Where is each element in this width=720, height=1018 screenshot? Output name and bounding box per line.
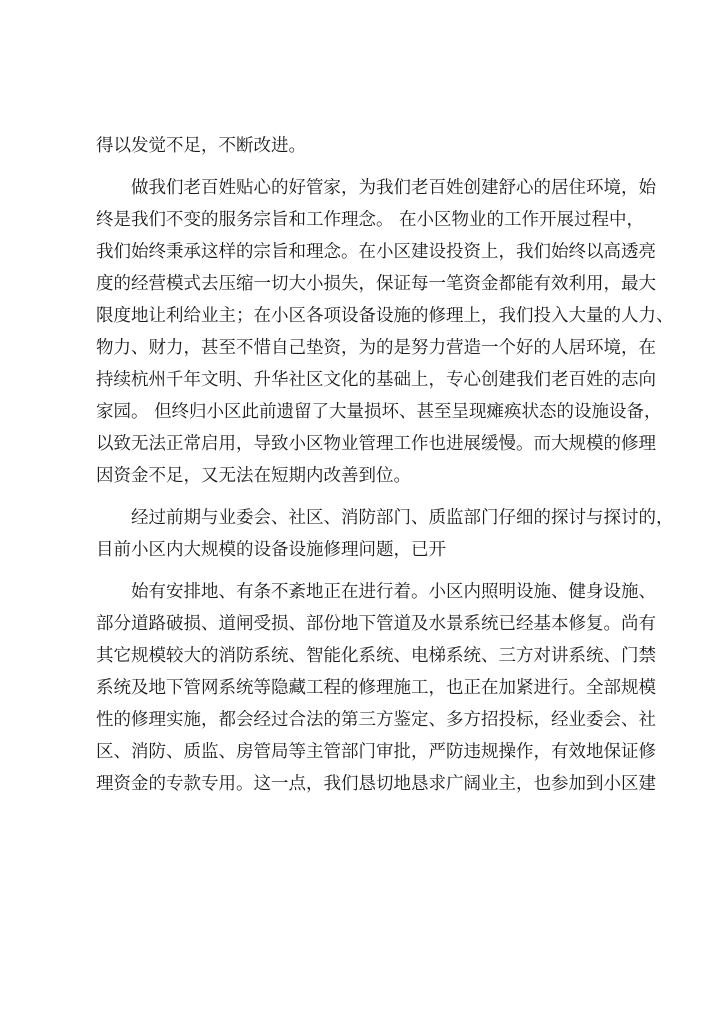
text-line-14: 始有安排地、有条不紊地正在进行着。小区内照明设施、健身设施、	[131, 582, 656, 602]
text-line-16: 其它规模较大的消防系统、智能化系统、电梯系统、三方对讲系统、门禁	[96, 646, 656, 666]
text-line-18: 性的修理实施，都会经过合法的第三方鉴定、多方招投标，经业委会、社	[96, 710, 656, 730]
text-line-9: 家园。 但终归小区此前遗留了大量损坏、甚至呈现瘫痪状态的设施设备，	[96, 402, 662, 422]
text-line-2: 做我们老百姓贴心的好管家，为我们老百姓创建舒心的居住环境，始	[131, 178, 656, 198]
text-line-7: 物力、财力，甚至不惜自己垫资，为的是努力营造一个好的人居环境，在	[96, 338, 656, 358]
text-line-20: 理资金的专款专用。这一点，我们恳切地恳求广阔业主，也参加到小区建	[96, 774, 656, 794]
text-line-12: 经过前期与业委会、社区、消防部门、质监部门仔细的探讨与探讨的，	[131, 508, 674, 528]
text-line-3: 终是我们不变的服务宗旨和工作理念。 在小区物业的工作开展过程中，	[96, 210, 645, 230]
text-line-15: 部分道路破损、道闸受损、部份地下管道及水景系统已经基本修复。尚有	[96, 614, 656, 634]
text-line-5: 度的经营模式去压缩一切大小损失，保证每一笔资金都能有效利用，最大	[96, 274, 656, 294]
text-line-13: 目前小区内大规模的设备设施修理问题，已开	[96, 540, 446, 560]
text-line-10: 以致无法正常启用，导致小区物业管理工作也进展缓慢。而大规模的修理	[96, 434, 656, 454]
text-line-6: 限度地让利给业主；在小区各项设备设施的修理上，我们投入大量的人力、	[96, 306, 674, 326]
text-line-1: 得以发觉不足，不断改进。	[96, 136, 306, 156]
text-line-17: 系统及地下管网系统等隐藏工程的修理施工，也正在加紧进行。全部规模	[96, 678, 656, 698]
text-line-11: 因资金不足，又无法在短期内改善到位。	[96, 466, 411, 486]
text-line-19: 区、消防、质监、房管局等主管部门审批，严防违规操作，有效地保证修	[96, 742, 656, 762]
text-line-8: 持续杭州千年文明、升华社区文化的基础上，专心创建我们老百姓的志向	[96, 370, 656, 390]
text-line-4: 我们始终秉承这样的宗旨和理念。在小区建设投资上，我们始终以高透亮	[96, 242, 656, 262]
